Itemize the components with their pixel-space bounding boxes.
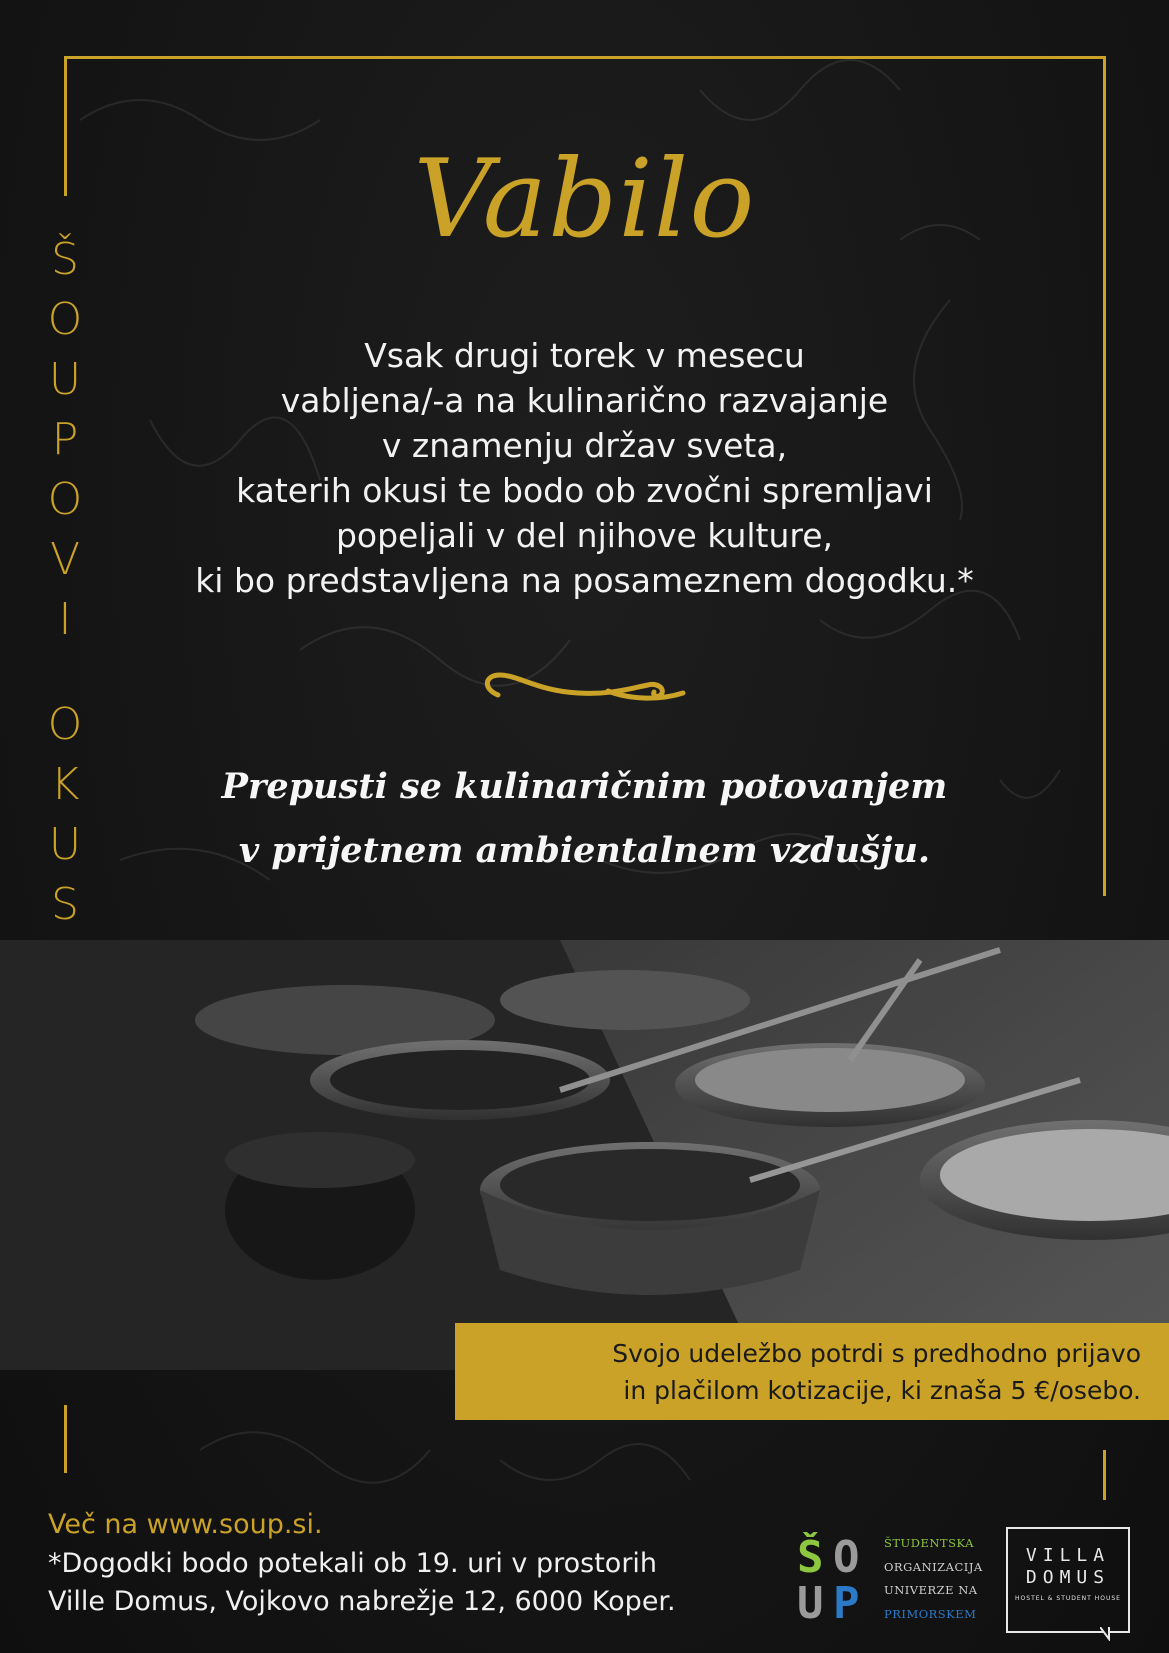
registration-box	[455, 1323, 1169, 1420]
food-photo	[0, 940, 1169, 1370]
side-title-letter: S	[51, 879, 79, 930]
side-title-letter: O	[47, 294, 83, 345]
intro-line: popeljali v del njihove kulture,	[335, 516, 834, 555]
flourish-ornament	[478, 665, 688, 709]
more-info-link[interactable]: Več na www.soup.si.	[48, 1509, 323, 1540]
food-photo-illustration	[0, 940, 1169, 1370]
intro-line: vabljena/-a na kulinarično razvajanje	[280, 381, 889, 420]
soup-logo-letter-p: P	[833, 1578, 860, 1622]
intro-line: v znamenju držav sveta,	[381, 426, 788, 465]
side-title-letter: O	[47, 699, 83, 750]
villa-domus-logo	[1006, 1527, 1130, 1633]
villa-logo-line-1: VILLA	[1025, 1545, 1111, 1566]
soup-logo-letter-o: O	[833, 1532, 860, 1583]
side-title-letter: K	[50, 759, 80, 810]
side-title-letter: Š	[51, 234, 79, 285]
side-title-letter: V	[49, 534, 81, 585]
intro-text	[120, 333, 1049, 603]
tagline-line: v prijetnem ambientalnem vzdušju.	[238, 830, 931, 871]
frame-top-line	[64, 56, 1106, 59]
soup-logo-letter-s: Š	[797, 1532, 824, 1583]
frame-right-line-lower	[1103, 1450, 1106, 1500]
villa-logo-line-2: DOMUS	[1025, 1567, 1111, 1588]
side-title-letter: U	[48, 354, 82, 405]
villa-logo-notch	[1100, 1627, 1118, 1641]
registration-line: in plačilom kotizacije, ki znaša 5 €/osebo.	[623, 1376, 1141, 1405]
tagline-line: Prepusti se kulinaričnim potovanjem	[221, 766, 948, 807]
side-title-letter: I	[58, 594, 72, 645]
soup-logo-letter-u: U	[797, 1578, 824, 1622]
soup-logo-line: UNIVERZE NA	[884, 1583, 978, 1597]
soup-logo-line: ŠTUDENTSKA	[884, 1536, 974, 1550]
intro-line: katerih okusi te bodo ob zvočni spremljavi	[236, 471, 933, 510]
soup-logo-line: PRIMORSKEM	[884, 1606, 977, 1621]
villa-logo-line-3: HOSTEL & STUDENT HOUSE	[1015, 1595, 1121, 1602]
soup-logo-text	[884, 1532, 1004, 1626]
heading: Vabilo	[413, 137, 756, 262]
intro-line: Vsak drugi torek v mesecu	[364, 336, 805, 375]
footnote	[48, 1545, 676, 1621]
side-title-letter: O	[47, 474, 83, 525]
registration-line: Svojo udeležbo potrdi s predhodno prijavo	[612, 1339, 1141, 1368]
footnote-line: Ville Domus, Vojkovo nabrežje 12, 6000 Koper.	[48, 1586, 676, 1617]
intro-line: ki bo predstavljena na posameznem dogodku.*	[195, 561, 974, 600]
side-title-word-1	[48, 230, 83, 650]
tagline	[120, 755, 1049, 883]
frame-left-line-lower	[64, 1405, 67, 1473]
side-title-letter: U	[48, 819, 82, 870]
footnote-line: *Dogodki bodo potekali ob 19. uri v prostorih	[48, 1548, 658, 1579]
side-title-letter: P	[51, 414, 79, 465]
soup-logo-line: ORGANIZACIJA	[884, 1559, 983, 1574]
soup-logo	[795, 1532, 885, 1622]
